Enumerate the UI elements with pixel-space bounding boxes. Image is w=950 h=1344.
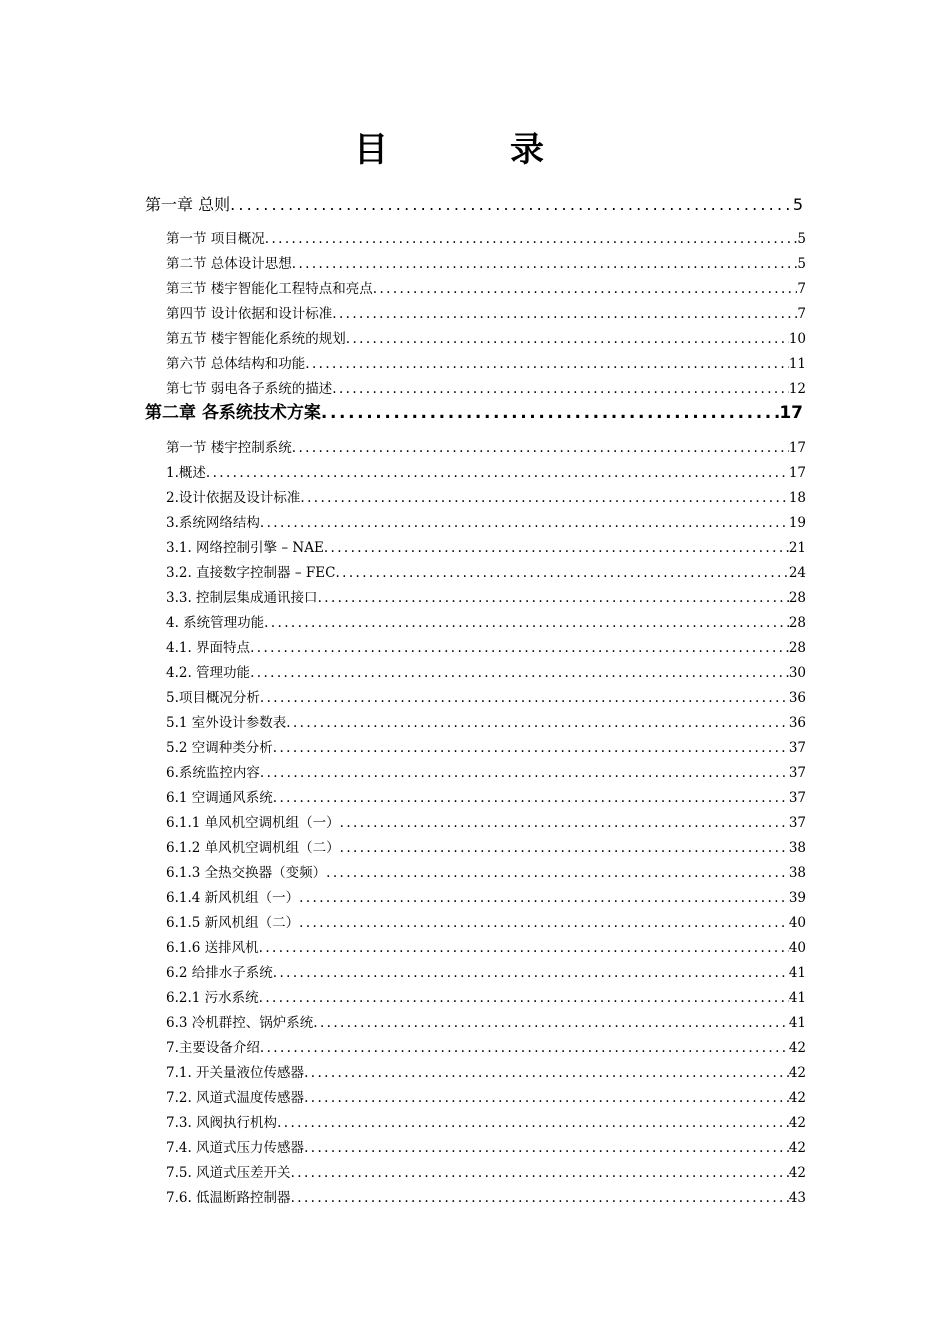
toc-entry-page: 28 (788, 640, 806, 656)
toc-entry[interactable] (166, 763, 806, 783)
dot-leader (340, 838, 789, 858)
toc-entry-label: 3.3. 控制层集成通讯接口 (166, 590, 318, 606)
toc-entry-page: 42 (788, 1040, 806, 1056)
dot-leader (292, 438, 789, 458)
toc-entry-label: 第二节 总体设计思想 (166, 256, 292, 272)
toc-entry-page: 7 (797, 306, 806, 322)
toc-entry-label: 6.2.1 污水系统 (166, 990, 259, 1006)
toc-entry[interactable] (166, 963, 806, 983)
toc-entry-label: 6.系统监控内容 (166, 765, 260, 781)
toc-entry-page: 19 (788, 515, 806, 531)
toc-entry[interactable] (166, 938, 806, 958)
toc-entry[interactable] (166, 663, 806, 683)
dot-leader (273, 963, 789, 983)
dot-leader (346, 329, 789, 349)
dot-leader (264, 613, 789, 633)
toc-entry-chapter-2[interactable] (145, 402, 803, 424)
toc-entry-label: 第三节 楼宇智能化工程特点和亮点 (166, 281, 373, 297)
toc-entry[interactable] (166, 463, 806, 483)
toc-entry[interactable] (166, 438, 806, 458)
dot-leader (332, 304, 797, 324)
dot-leader (373, 279, 798, 299)
toc-entry[interactable] (166, 329, 806, 349)
dot-leader (304, 1088, 789, 1108)
toc-entry-page: 28 (788, 590, 806, 606)
toc-entry-page: 40 (788, 940, 806, 956)
toc-entry[interactable] (166, 1013, 806, 1033)
toc-entry[interactable] (166, 1163, 806, 1183)
toc-entry-label: 5.项目概况分析 (166, 690, 260, 706)
toc-entry-label: 第七节 弱电各子系统的描述 (166, 381, 333, 397)
toc-entry-page: 10 (788, 331, 806, 347)
toc-entry-page: 42 (788, 1140, 806, 1156)
toc-entry-page: 17 (788, 440, 806, 456)
toc-entry-label: 7.2. 风道式温度传感器 (166, 1090, 305, 1106)
toc-entry-page: 40 (788, 915, 806, 931)
toc-entry[interactable] (166, 1038, 806, 1058)
toc-entry-label: 4.2. 管理功能 (166, 665, 251, 681)
toc-entry-page: 41 (788, 965, 806, 981)
toc-entry-label: 5.2 空调种类分析 (166, 740, 273, 756)
toc-entry-label: 3.系统网络结构 (166, 515, 260, 531)
toc-entry[interactable] (166, 838, 806, 858)
toc-entry-page: 39 (788, 890, 806, 906)
toc-entry-label: 第一节 楼宇控制系统 (166, 440, 292, 456)
toc-entry[interactable] (166, 613, 806, 633)
toc-entry[interactable] (166, 254, 806, 274)
toc-entry-page: 5 (797, 256, 806, 272)
dot-leader (313, 1013, 789, 1033)
dot-leader (277, 1113, 789, 1133)
toc-entry-label: 6.1.3 全热交换器（变频） (166, 865, 327, 881)
toc-entry[interactable] (166, 1138, 806, 1158)
toc-entry-label: 4. 系统管理功能 (166, 615, 265, 631)
toc-entry-page: 11 (788, 356, 806, 372)
dot-leader (250, 663, 789, 683)
toc-entry[interactable] (166, 638, 806, 658)
dot-leader (273, 788, 789, 808)
dot-leader (260, 688, 789, 708)
title-char-2: 录 (510, 130, 544, 170)
toc-entry-page: 37 (788, 790, 806, 806)
toc-entry-label: 4.1. 界面特点 (166, 640, 251, 656)
toc-entry-label: 3.2. 直接数字控制器 – FEC (166, 565, 336, 581)
dot-leader (305, 354, 789, 374)
toc-entry-label: 第五节 楼宇智能化系统的规划 (166, 331, 346, 347)
toc-entry[interactable] (166, 304, 806, 324)
toc-entry[interactable] (166, 863, 806, 883)
toc-entry-page: 43 (788, 1190, 806, 1206)
dot-leader (324, 538, 789, 558)
toc-entry-label: 6.2 给排水子系统 (166, 965, 273, 981)
toc-entry-label: 6.1.6 送排风机 (166, 940, 259, 956)
dot-leader (260, 1038, 789, 1058)
toc-entry-label: 第二章 各系统技术方案 (145, 403, 321, 423)
toc-entry-chapter-1[interactable] (145, 194, 803, 216)
toc-entry-page: 37 (788, 765, 806, 781)
toc-entry[interactable] (166, 913, 806, 933)
toc-entry[interactable] (166, 1063, 806, 1083)
toc-entry-page: 38 (788, 865, 806, 881)
toc-entry[interactable] (166, 588, 806, 608)
toc-entry-page: 42 (788, 1115, 806, 1131)
toc-entry[interactable] (166, 279, 806, 299)
toc-entry-label: 7.3. 风阀执行机构 (166, 1115, 278, 1131)
toc-entry-page: 37 (788, 815, 806, 831)
toc-entry-page: 42 (788, 1090, 806, 1106)
dot-leader (286, 713, 789, 733)
toc-entry[interactable] (166, 988, 806, 1008)
dot-leader (321, 402, 779, 424)
toc-entry-page: 30 (788, 665, 806, 681)
dot-leader (260, 763, 789, 783)
toc-entry[interactable] (166, 713, 806, 733)
toc-entry[interactable] (166, 788, 806, 808)
toc-entry[interactable] (166, 379, 806, 399)
toc-entry[interactable] (166, 488, 806, 508)
dot-leader (304, 1063, 789, 1083)
dot-leader (230, 194, 793, 216)
toc-entry-label: 6.1.4 新风机组（一） (166, 890, 300, 906)
dot-leader (340, 813, 789, 833)
toc-entry-page: 36 (788, 715, 806, 731)
toc-entry-page: 42 (788, 1165, 806, 1181)
toc-entry-label: 7.4. 风道式压力传感器 (166, 1140, 305, 1156)
dot-leader (335, 563, 788, 583)
toc-entry-page: 7 (797, 281, 806, 297)
toc-entry-label: 第一节 项目概况 (166, 231, 265, 247)
toc-entry-page: 28 (788, 615, 806, 631)
toc-entry-page: 36 (788, 690, 806, 706)
title-char-1: 目 (354, 130, 388, 170)
toc-entry-page: 42 (788, 1065, 806, 1081)
toc-entry[interactable] (166, 1088, 806, 1108)
toc-entry-page: 17 (779, 403, 803, 423)
toc-entry-label: 第一章 总则 (145, 195, 231, 214)
toc-entry[interactable] (166, 538, 806, 558)
toc-entry[interactable] (166, 888, 806, 908)
toc-entry-label: 6.1.1 单风机空调机组（一） (166, 815, 340, 831)
toc-entry-page: 17 (788, 465, 806, 481)
toc-entry-label: 第六节 总体结构和功能 (166, 356, 306, 372)
toc-entry-page: 5 (797, 231, 806, 247)
toc-entry[interactable] (166, 1113, 806, 1133)
toc-entry-page: 24 (788, 565, 806, 581)
toc-entry-label: 3.1. 网络控制引擎 – NAE (166, 540, 324, 556)
toc-entry-label: 5.1 室外设计参数表 (166, 715, 287, 731)
toc-entry-page: 41 (788, 990, 806, 1006)
dot-leader (318, 588, 789, 608)
dot-leader (326, 863, 789, 883)
toc-entry-label: 6.3 冷机群控、锅炉系统 (166, 1015, 314, 1031)
dot-leader (300, 488, 788, 508)
toc-entry[interactable] (166, 688, 806, 708)
dot-leader (265, 229, 798, 249)
toc-entry-label: 6.1 空调通风系统 (166, 790, 273, 806)
toc-entry-label: 6.1.2 单风机空调机组（二） (166, 840, 340, 856)
toc-entry-label: 2.设计依据及设计标准 (166, 490, 301, 506)
toc-entry[interactable] (166, 513, 806, 533)
dot-leader (304, 1138, 789, 1158)
dot-leader (259, 988, 789, 1008)
dot-leader (299, 913, 789, 933)
toc-entry-page: 5 (792, 195, 803, 214)
toc-entry-label: 6.1.5 新风机组（二） (166, 915, 300, 931)
dot-leader (259, 938, 789, 958)
dot-leader (291, 1188, 789, 1208)
toc-entry-label: 第四节 设计依据和设计标准 (166, 306, 333, 322)
toc-entry-page: 38 (788, 840, 806, 856)
toc-entry-label: 7.5. 风道式压差开关 (166, 1165, 291, 1181)
dot-leader (291, 1163, 789, 1183)
toc-entry-page: 37 (788, 740, 806, 756)
toc-entry-label: 7.主要设备介绍 (166, 1040, 260, 1056)
toc-entry[interactable] (166, 813, 806, 833)
toc-entry[interactable] (166, 1188, 806, 1208)
dot-leader (299, 888, 789, 908)
dot-leader (250, 638, 789, 658)
toc-entry-label: 1.概述 (166, 465, 206, 481)
toc-entry[interactable] (166, 738, 806, 758)
toc-entry-page: 41 (788, 1015, 806, 1031)
toc-entry[interactable] (166, 354, 806, 374)
toc-entry-page: 12 (788, 381, 806, 397)
dot-leader (206, 463, 789, 483)
toc-entry-page: 21 (788, 540, 806, 556)
toc-entry[interactable] (166, 229, 806, 249)
dot-leader (260, 513, 789, 533)
toc-entry-label: 7.1. 开关量液位传感器 (166, 1065, 305, 1081)
toc-entry-label: 7.6. 低温断路控制器 (166, 1190, 291, 1206)
toc-entry-page: 18 (788, 490, 806, 506)
dot-leader (273, 738, 789, 758)
dot-leader (292, 254, 798, 274)
dot-leader (332, 379, 789, 399)
toc-entry[interactable] (166, 563, 806, 583)
